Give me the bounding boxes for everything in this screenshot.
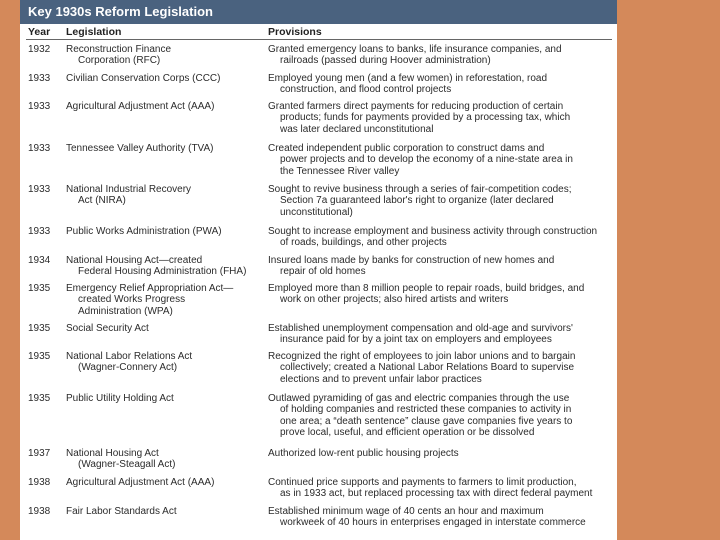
row-legislation-line: National Housing Act [66,448,159,459]
row-provisions [268,393,613,438]
row-provisions-line: Employed young men (and a few women) in reforestation, road [268,73,548,84]
row-provisions-line: collectively; created a National Labor Relations Board to supervise [280,362,575,374]
row-provisions-line: Granted farmers direct payments for reducing production of certain [268,101,564,112]
row-legislation-line: Corporation (RFC) [78,55,161,67]
row-provisions-line: railroads (passed during Hoover administration) [280,55,491,67]
row-provisions-line: one area; a “death sentence” clause gave companies five years to [280,415,573,427]
row-provisions-line: work on other projects; also hired artists and writers [280,294,509,306]
row-provisions-line: Continued price supports and payments to farmers to limit production, [268,477,577,488]
row-provisions-line: repair of old homes [280,266,366,278]
row-legislation-line: Tennessee Valley Authority (TVA) [66,143,214,154]
row-legislation-line: created Works Progress [78,294,186,306]
row-legislation [66,73,266,84]
row-provisions [268,143,613,177]
row-provisions-line: insurance paid for by a joint tax on employers and employees [280,334,552,346]
row-provisions-line: Section 7a guaranteed labor's right to organize (later declared [280,195,554,207]
row-provisions-line: Established minimum wage of 40 cents an hour and maximum [268,506,544,517]
row-legislation [66,506,266,517]
row-legislation-line: Civilian Conservation Corps (CCC) [66,73,221,84]
row-provisions [268,448,613,459]
row-provisions-line: elections and to prevent unfair labor practices [280,373,482,385]
row-provisions [268,44,613,67]
row-provisions [268,184,613,218]
row-legislation-line: Federal Housing Administration (FHA) [78,266,247,278]
row-legislation-line: National Industrial Recovery [66,184,192,195]
row-year: 1937 [28,448,51,459]
row-legislation-line: Administration (WPA) [78,305,173,317]
row-legislation-line: Public Utility Holding Act [66,393,174,404]
row-provisions-line: Outlawed pyramiding of gas and electric companies through the use [268,393,570,404]
row-legislation [66,44,266,67]
row-legislation-line: Act (NIRA) [78,195,126,207]
row-provisions [268,477,613,500]
row-provisions-line: was later declared unconstitutional [280,123,434,135]
row-year: 1935 [28,283,51,294]
row-provisions [268,351,613,385]
row-provisions [268,506,613,529]
row-year: 1935 [28,323,51,334]
row-year: 1938 [28,506,51,517]
row-legislation [66,477,266,488]
row-legislation-line: Public Works Administration (PWA) [66,226,222,237]
row-year: 1935 [28,351,51,362]
row-provisions-line: workweek of 40 hours in enterprises engaged in interstate commerce [280,517,586,529]
row-year: 1938 [28,477,51,488]
row-legislation [66,226,266,237]
row-provisions [268,323,613,346]
row-legislation-line: Reconstruction Finance [66,44,172,55]
header-legislation: Legislation [66,26,122,38]
row-legislation-line: Agricultural Adjustment Act (AAA) [66,477,215,488]
row-year: 1933 [28,226,51,237]
row-provisions-line: the Tennessee River valley [280,165,400,177]
header-provisions: Provisions [268,26,322,38]
row-year: 1933 [28,73,51,84]
row-legislation-line: National Labor Relations Act [66,351,193,362]
row-year: 1932 [28,44,51,55]
row-legislation [66,255,266,278]
row-year: 1933 [28,101,51,112]
row-legislation [66,283,266,317]
row-provisions-line: as in 1933 act, but replaced processing tax with direct federal payment [280,488,593,500]
row-legislation [66,448,266,471]
row-legislation-line: Emergency Relief Appropriation Act— [66,283,234,294]
legislation-table-panel [20,0,617,540]
row-provisions-line: Recognized the right of employees to join labor unions and to bargain [268,351,576,362]
table-title: Key 1930s Reform Legislation [20,0,617,24]
row-legislation [66,184,266,207]
row-legislation [66,351,266,374]
row-provisions-line: prove local, useful, and efficient operation or be dissolved [280,426,535,438]
row-provisions-line: products; funds for payments provided by a processing tax, which [280,112,571,124]
row-provisions-line: unconstitutional) [280,206,353,218]
row-legislation-line: National Housing Act—created [66,255,203,266]
row-year: 1935 [28,393,51,404]
row-year: 1933 [28,184,51,195]
row-legislation-line: Agricultural Adjustment Act (AAA) [66,101,215,112]
row-provisions-line: power projects and to develop the economy of a nine-state area in [280,154,573,166]
row-legislation-line: Fair Labor Standards Act [66,506,177,517]
row-legislation [66,323,266,334]
row-year: 1934 [28,255,51,266]
row-provisions-line: of roads, buildings, and other projects [280,237,447,249]
row-provisions [268,255,613,278]
row-legislation [66,143,266,154]
row-legislation-line: (Wagner-Steagall Act) [78,459,176,471]
row-provisions [268,226,613,249]
row-legislation [66,101,266,112]
row-legislation-line: Social Security Act [66,323,149,334]
row-provisions [268,101,613,135]
row-provisions-line: Employed more than 8 million people to repair roads, build bridges, and [268,283,585,294]
row-provisions-line: of holding companies and restricted these companies to activity in [280,404,572,416]
row-provisions [268,73,613,96]
row-provisions-line: Insured loans made by banks for construction of new homes and [268,255,555,266]
row-legislation [66,393,266,404]
row-provisions [268,283,613,306]
row-year: 1933 [28,143,51,154]
row-provisions-line: Authorized low-rent public housing projects [268,448,459,459]
header-year: Year [28,26,51,38]
row-provisions-line: Sought to revive business through a series of fair-competition codes; [268,184,572,195]
row-provisions-line: Sought to increase employment and business activity through construction [268,226,598,237]
row-provisions-line: Established unemployment compensation and old-age and survivors' [268,323,573,334]
row-provisions-line: Granted emergency loans to banks, life insurance companies, and [268,44,562,55]
row-provisions-line: construction, and flood control projects [280,84,452,96]
row-legislation-line: (Wagner-Connery Act) [78,362,178,374]
row-provisions-line: Created independent public corporation to construct dams and [268,143,545,154]
header-divider [26,39,612,40]
